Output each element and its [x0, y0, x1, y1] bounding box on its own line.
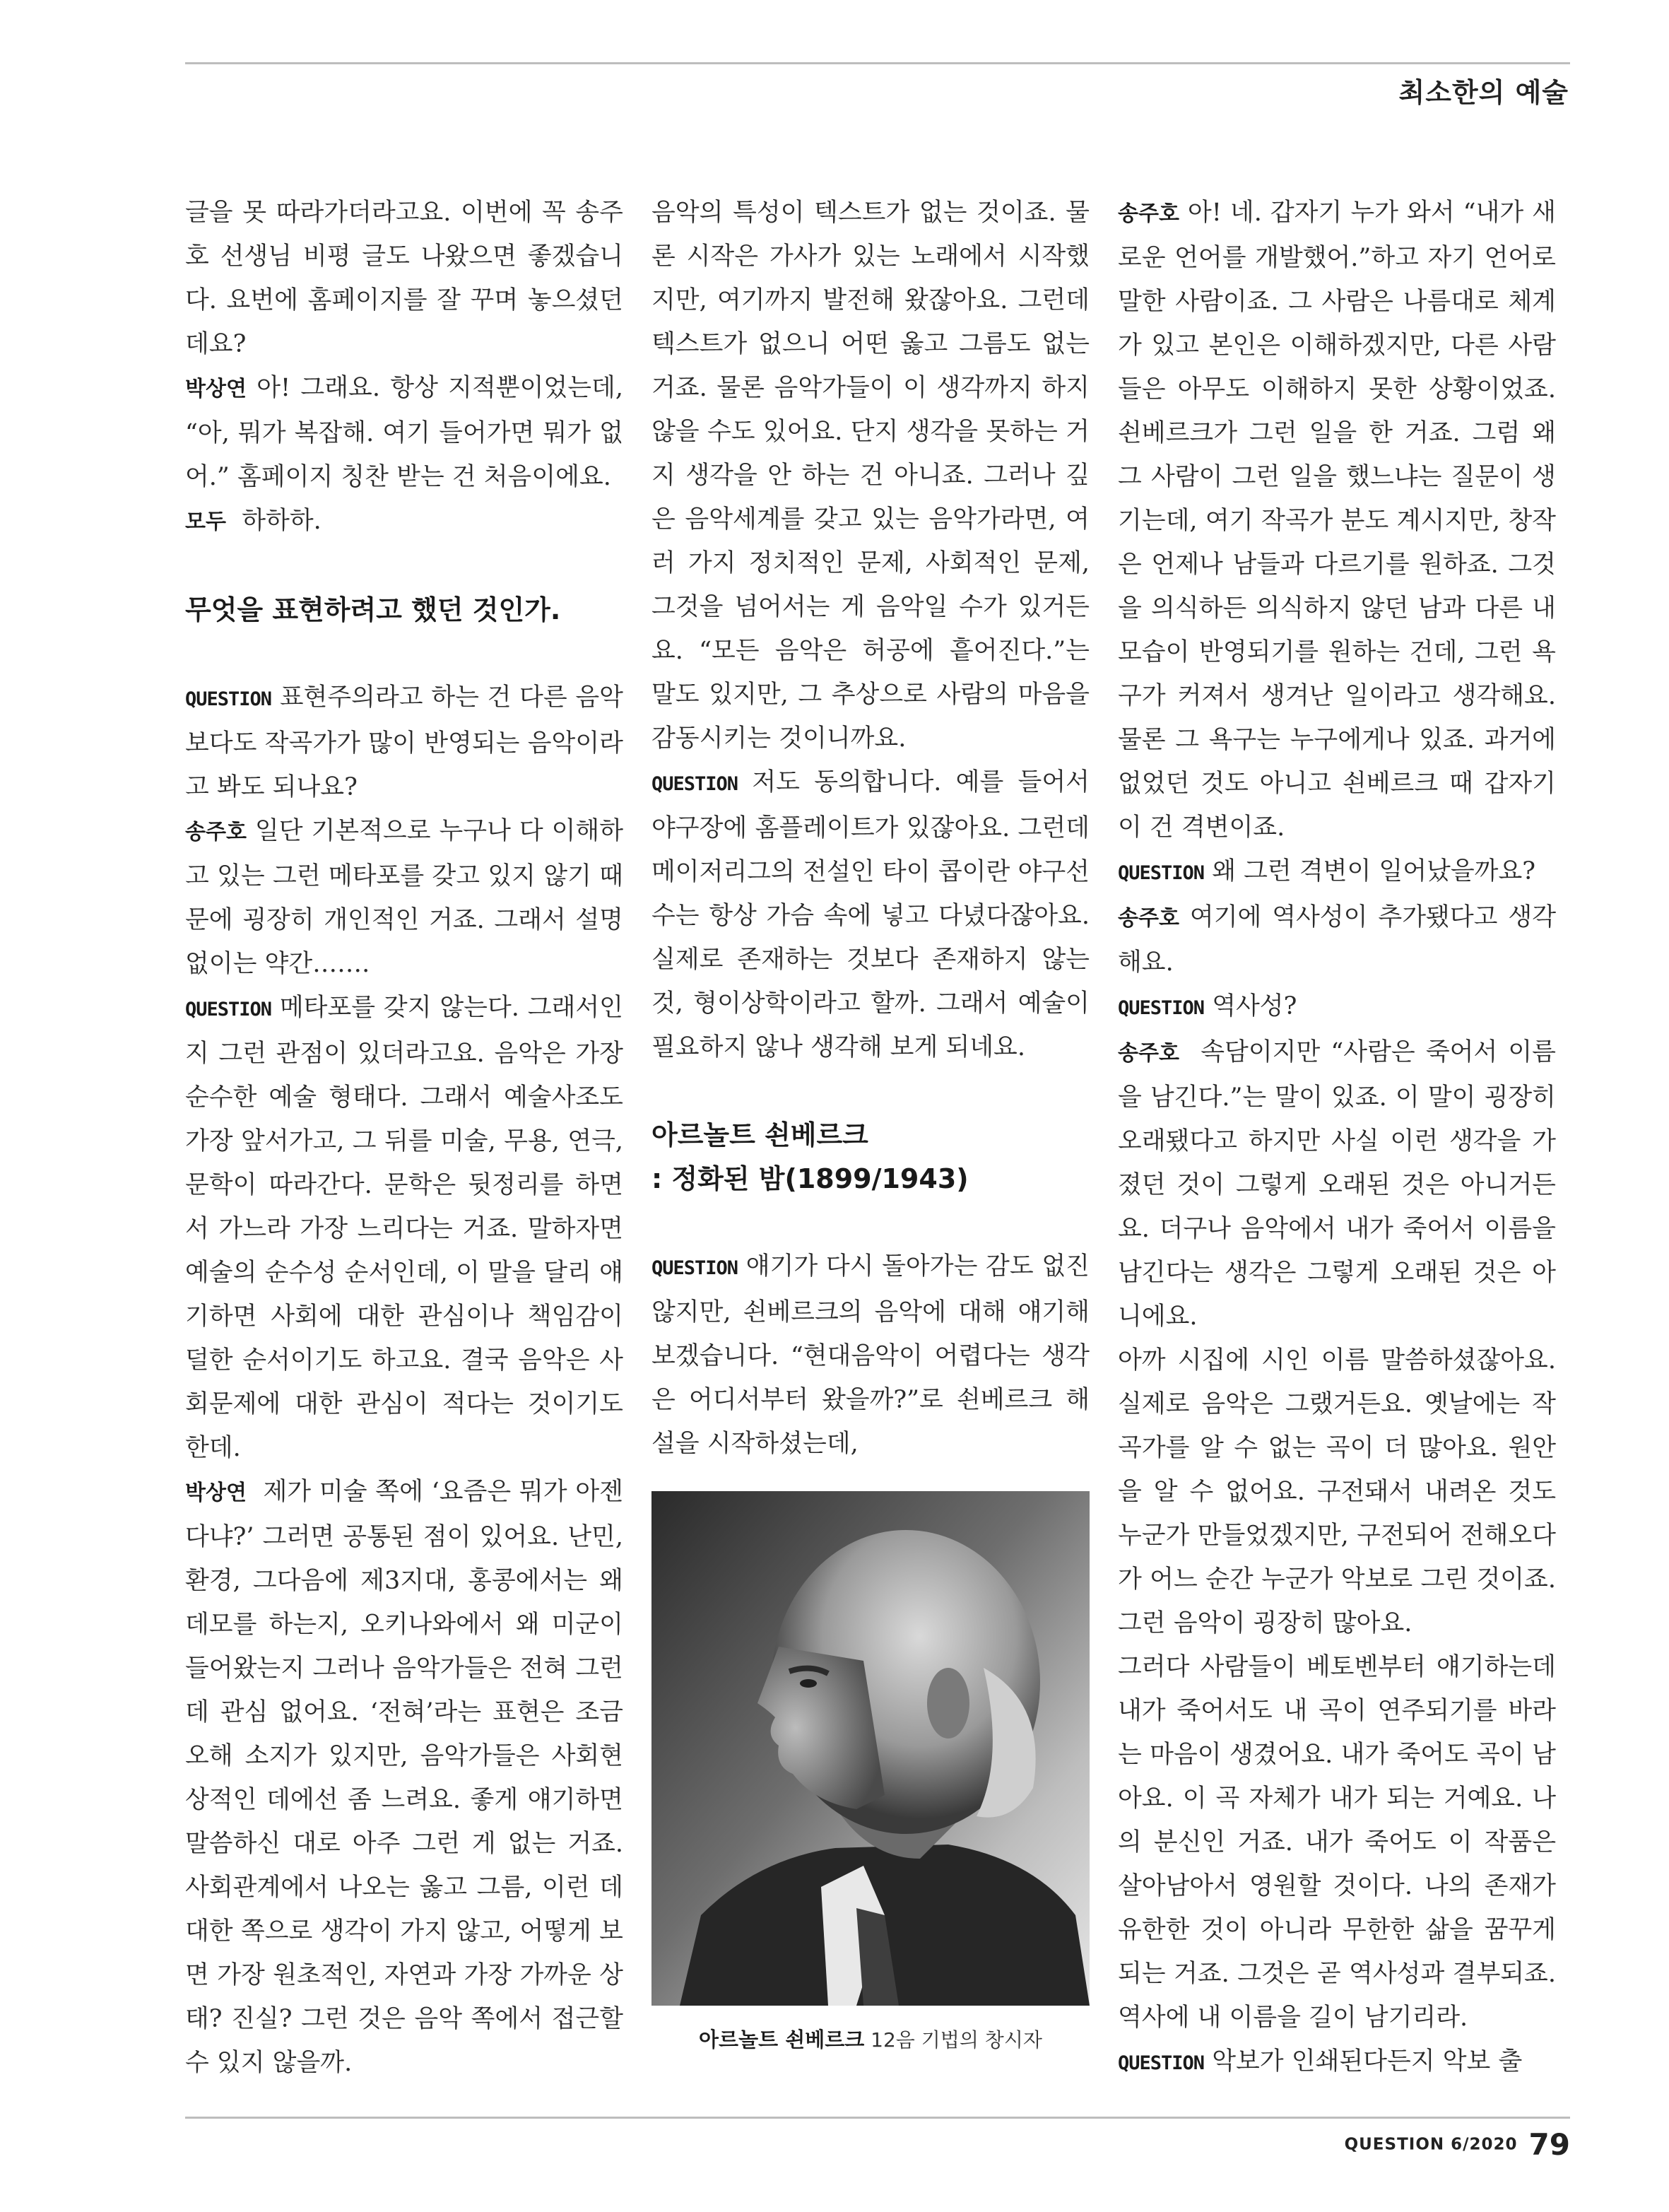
paragraph: QUESTION 역사성?: [1118, 992, 1297, 1020]
paragraph: QUESTION 메타포를 갖지 않는다. 그래서인지 그런 관점이 있더라고요. 음악은 가장 순수한 예술 형태다. 그래서 예술사조도 가장 앞서가고, 그 뒤를 미술, 무용, 연극, 문학이 따라간다. 문학은 뒷정리를 하면서 가느라 가장 느리다는 거죠. 말하자면 예술의 순수성 순서인데, 이 말을 달리 얘기하면 사회에 대한 관심이나 책임감이 덜한 순서이기도 하고요. 결국 음악은 사회문제에 대한 관심이 적다는 것이기도 한데.: [185, 994, 623, 1462]
page-footer: [1345, 2127, 1570, 2162]
column-3: [1118, 191, 1556, 2085]
column-2: [651, 191, 1090, 2060]
paragraph: 모두 하하하.: [185, 507, 322, 535]
paragraph: 송주호 속담이지만 “사람은 죽어서 이름을 남긴다.”는 말이 있죠. 이 말이 굉장히 오래됐다고 하지만 사실 이런 생각을 가졌던 것이 그렇게 오래된 것은 아니거든요. 더구나 음악에서 내가 죽어서 이름을 남긴다는 생각은 그렇게 오래된 것은 아니에요.: [1118, 1038, 1556, 1331]
column-1: [185, 191, 623, 2085]
paragraph: QUESTION 악보가 인쇄된다든지 악보 출: [1118, 2047, 1523, 2076]
paragraph: QUESTION 표현주의라고 하는 건 다른 음악보다도 작곡가가 많이 반영되는 음악이라고 봐도 되나요?: [185, 683, 623, 801]
magazine-issue: QUESTION 6/2020: [1344, 2135, 1518, 2154]
paragraph: 박상연 아! 그래요. 항상 지적뿐이었는데, “아, 뭐가 복잡해. 여기 들어가면 뭐가 없어.” 홈페이지 칭찬 받는 건 처음이에요.: [185, 374, 623, 491]
page-number: 79: [1528, 2127, 1570, 2162]
paragraph: 박상연 제가 미술 쪽에 ‘요즘은 뭐가 아젠다냐?’ 그러면 공통된 점이 있어요. 난민, 환경, 그다음에 제3지대, 홍콩에서는 왜 데모를 하는지, 오키나와에서 왜 미군이 들어왔는지 그러나 음악가들은 전혀 그런 데 관심 없어요. ‘전혀’라는 표현은 조금 오해 소지가 있지만, 음악가들은 사회현상적인 데에선 좀 느려요. 좋게 얘기하면 말씀하신 대로 아주 그런 게 없는 거죠. 사회관계에서 나오는 옳고 그름, 이런 데 대한 쪽으로 생각이 가지 않고, 어떻게 보면 가장 원초적인, 자연과 가장 가까운 상태? 진실? 그런 것은 음악 쪽에서 접근할 수 있지 않을까.: [185, 1478, 623, 2077]
question-label: QUESTION: [185, 688, 272, 710]
question-label: QUESTION: [1118, 862, 1205, 884]
bottom-rule: [185, 2117, 1570, 2119]
subsection-heading: 무엇을 표현하려고 했던 것인가.: [185, 594, 561, 625]
speaker-label: 모두: [185, 510, 226, 534]
paragraph: 음악의 특성이 텍스트가 없는 것이죠. 물론 시작은 가사가 있는 노래에서 시작했지만, 여기까지 발전해 왔잖아요. 그런데 텍스트가 없으니 어떤 옳고 그름도 없는 거죠. 물론 음악가들이 이 생각까지 하지 않을 수도 있어요. 단지 생각을 못하는 거지 생각을 안 하는 건 아니죠. 그러나 깊은 음악세계를 갖고 있는 음악가라면, 여러 가지 정치적인 문제, 사회적인 문제, 그것을 넘어서는 게 음악일 수가 있거든요. “모든 음악은 허공에 흩어진다.”는 말도 있지만, 그 추상으로 사람의 마음을 감동시키는 것이니까요.: [651, 199, 1090, 753]
paragraph: 글을 못 따라가더라고요. 이번에 꼭 송주호 선생님 비평 글도 나왔으면 좋겠습니다. 요번에 홈페이지를 잘 꾸며 놓으셨던데요?: [185, 199, 623, 358]
question-label: QUESTION: [185, 999, 272, 1020]
subsection-heading: 아르놀트 쇤베르크: [651, 1119, 868, 1151]
portrait-photo: [651, 1491, 1090, 2006]
question-label: QUESTION: [651, 773, 738, 795]
speaker-label: 송주호: [1118, 201, 1179, 226]
paragraph: QUESTION 얘기가 다시 돌아가는 감도 없진 않지만, 쇤베르크의 음악에 대해 얘기해 보겠습니다. “현대음악이 어렵다는 생각은 어디서부터 왔을까?”로 쇤베르크 해설을 시작하셨는데,: [651, 1252, 1090, 1458]
caption-description: 12음 기법의 창시자: [871, 2028, 1042, 2052]
speaker-label: 박상연: [185, 377, 247, 401]
paragraph: 송주호 아! 네. 갑자기 누가 와서 “내가 새로운 언어를 개발했어.”하고 자기 언어로 말한 사람이죠. 그 사람은 나름대로 체계가 있고 본인은 이해하겠지만, 다른 사람들은 아무도 이해하지 못한 상황이었죠. 쇤베르크가 그런 일을 한 거죠. 그럼 왜 그 사람이 그런 일을 했느냐는 질문이 생기는데, 여기 작곡가 분도 계시지만, 창작은 언제나 남들과 다르기를 원하죠. 그것을 의식하든 의식하지 않던 남과 다른 내 모습이 반영되기를 원하는 건데, 그런 욕구가 커져서 생겨난 일이라고 생각해요. 물론 그 욕구는 누구에게나 있죠. 과거에 없었던 것도 아니고 쇤베르크 때 갑자기 이 건 격변이죠.: [1118, 199, 1556, 842]
speaker-label: 박상연: [185, 1481, 247, 1505]
question-label: QUESTION: [1118, 2052, 1205, 2074]
paragraph: 그러다 사람들이 베토벤부터 얘기하는데 내가 죽어서도 내 곡이 연주되기를 바라는 마음이 생겼어요. 내가 죽어도 곡이 남아요. 이 곡 자체가 내가 되는 거예요. 나의 분신인 거죠. 내가 죽어도 이 작품은 살아남아서 영원할 것이다. 나의 존재가 유한한 것이 아니라 무한한 삶을 꿈꾸게 되는 거죠. 그것은 곧 역사성과 결부되죠. 역사에 내 이름을 길이 남기리라.: [1118, 1653, 1556, 2032]
subsection-subheading: : 정화된 밤(1899/1943): [651, 1163, 969, 1194]
question-label: QUESTION: [1118, 997, 1205, 1019]
paragraph: QUESTION 저도 동의합니다. 예를 들어서 야구장에 홈플레이트가 있잖아요. 그런데 메이저리그의 전설인 타이 콥이란 야구선수는 항상 가슴 속에 넣고 다녔다잖아요. 실제로 존재하는 것보다 존재하지 않는 것, 형이상학이라고 할까. 그래서 예술이 필요하지 않나 생각해 보게 되네요.: [651, 768, 1090, 1061]
question-label: QUESTION: [651, 1257, 738, 1279]
paragraph: 송주호 일단 기본적으로 누구나 다 이해하고 있는 그런 메타포를 갖고 있지 않기 때문에 굉장히 개인적인 거죠. 그래서 설명 없이는 약간…….: [185, 817, 623, 978]
paragraph: 송주호 여기에 역사성이 추가됐다고 생각해요.: [1118, 903, 1556, 977]
speaker-label: 송주호: [1118, 906, 1179, 931]
speaker-label: 송주호: [185, 820, 247, 845]
paragraph: 아까 시집에 시인 이름 말씀하셨잖아요. 실제로 음악은 그랬거든요. 옛날에는 작곡가를 알 수 없는 곡이 더 많아요. 원안을 알 수 없어요. 구전돼서 내려온 것도 누군가 만들었겠지만, 구전되어 전해오다가 어느 순간 누군가 악보로 그린 것이죠. 그런 음악이 굉장히 많아요.: [1118, 1346, 1556, 1637]
paragraph: QUESTION 왜 그런 격변이 일어났을까요?: [1118, 857, 1536, 886]
top-rule: [185, 62, 1570, 64]
photo-caption: [651, 2020, 1090, 2060]
section-title: 최소한의 예술: [1398, 77, 1569, 108]
caption-name: 아르놀트 쇤베르크: [699, 2028, 865, 2052]
speaker-label: 송주호: [1118, 1041, 1179, 1066]
